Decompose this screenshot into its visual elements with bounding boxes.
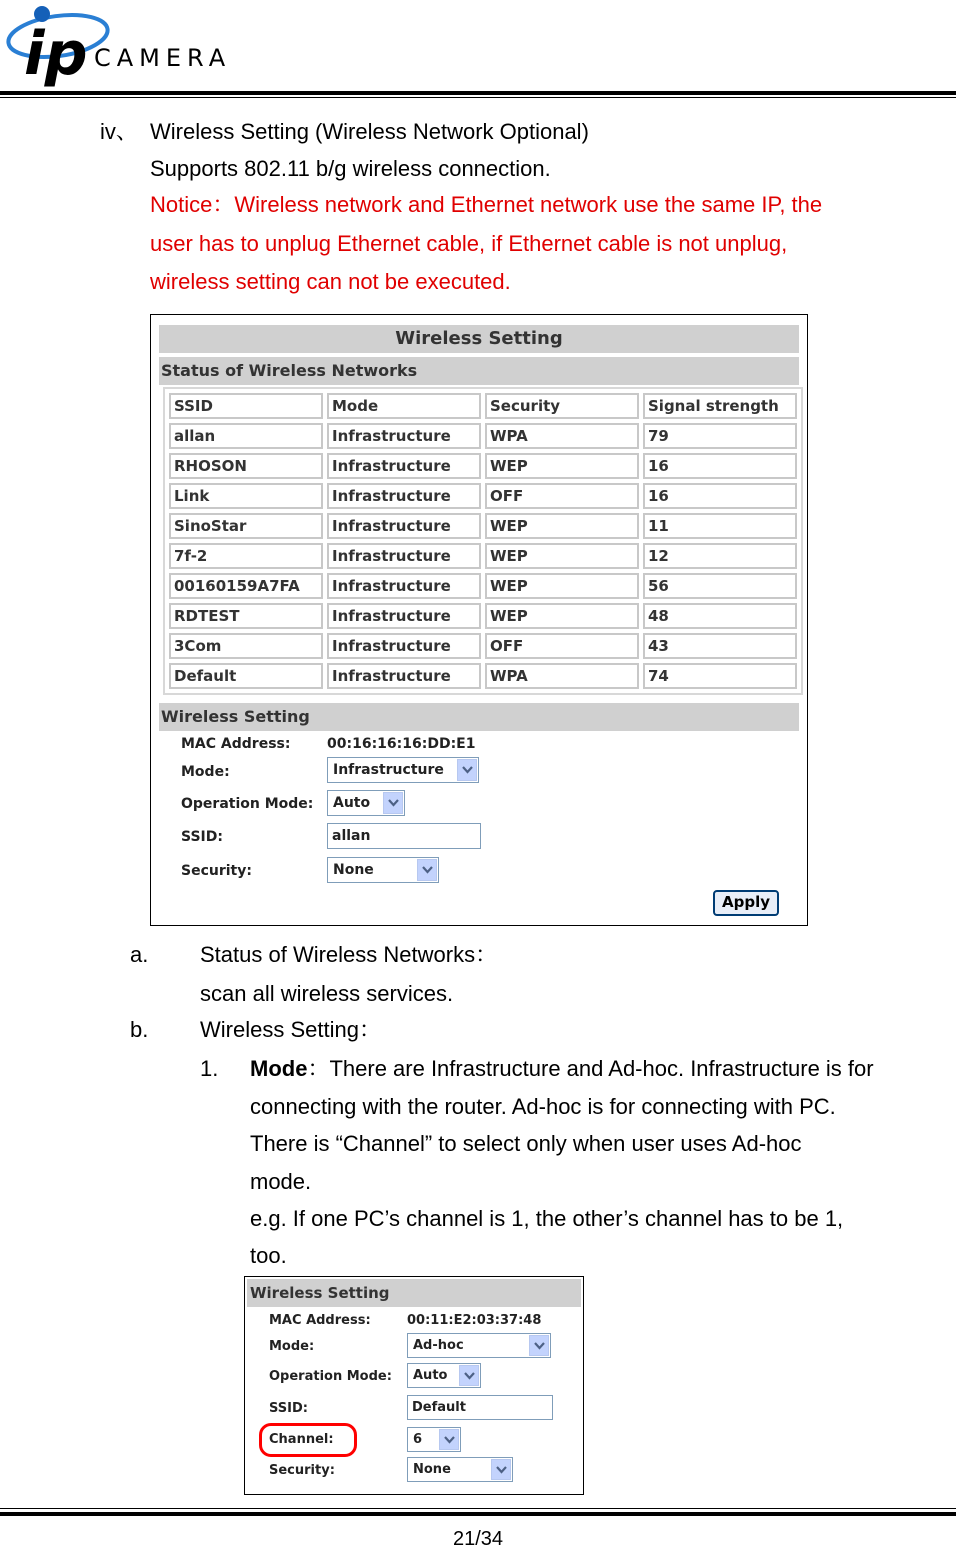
cell-security: WEP [485, 603, 639, 629]
section-title: Wireless Setting (Wireless Network Optional) [150, 119, 589, 144]
cell-ssid: 7f-2 [169, 543, 323, 569]
security-select-value: None [333, 862, 374, 878]
item-1-marker: 1. [200, 1056, 219, 1081]
adhoc-wireless-setting-header: Wireless Setting [247, 1279, 581, 1307]
adhoc-mac-address-label: MAC Address: [269, 1313, 371, 1328]
item-1-term: Mode [250, 1056, 308, 1081]
screenshot-title-bar: Wireless Setting [159, 325, 799, 353]
list-marker-a: a. [130, 942, 149, 967]
list-b-title: Wireless Setting： [200, 1017, 381, 1042]
mode-select-value: Infrastructure [333, 762, 444, 778]
wireless-setting-screenshot [150, 314, 808, 926]
chevron-down-icon [457, 759, 477, 781]
table-row[interactable] [169, 573, 797, 599]
cell-mode: Infrastructure [327, 603, 481, 629]
table-header-row [169, 393, 797, 419]
cell-security: WPA [485, 663, 639, 689]
logo-camera-text: CAMERA [94, 44, 232, 72]
operation-mode-select-value: Auto [333, 795, 371, 811]
wireless-networks-table [163, 387, 803, 695]
mode-label: Mode: [181, 764, 230, 780]
cell-ssid: allan [169, 423, 323, 449]
cell-security: WEP [485, 573, 639, 599]
adhoc-channel-label: Channel: [269, 1432, 334, 1447]
cell-security: WEP [485, 513, 639, 539]
apply-button[interactable]: Apply [713, 890, 779, 916]
cell-ssid: 3Com [169, 633, 323, 659]
footer-rule-thin [0, 1508, 956, 1509]
item-1-line-2: connecting with the router. Ad-hoc is for connecting with PC. [250, 1094, 836, 1119]
adhoc-operation-mode-select-value: Auto [413, 1368, 448, 1383]
column-header-signal: Signal strength [643, 393, 797, 419]
security-label: Security: [181, 863, 252, 879]
cell-mode: Infrastructure [327, 513, 481, 539]
header-rule-thin [0, 97, 956, 98]
list-marker-b: b. [130, 1017, 149, 1042]
adhoc-ssid-input[interactable]: Default [407, 1395, 553, 1420]
cell-signal: 16 [643, 483, 797, 509]
table-row[interactable] [169, 483, 797, 509]
operation-mode-label: Operation Mode: [181, 796, 314, 812]
ssid-label: SSID: [181, 829, 223, 845]
cell-mode: Infrastructure [327, 633, 481, 659]
mode-select[interactable] [327, 757, 479, 783]
cell-security: WEP [485, 453, 639, 479]
mac-address-value: 00:16:16:16:DD:E1 [327, 736, 476, 752]
notice-line-3: wireless setting can not be executed. [150, 269, 511, 294]
cell-signal: 74 [643, 663, 797, 689]
item-1-line-3: There is “Channel” to select only when user uses Ad-hoc [250, 1131, 802, 1156]
cell-signal: 12 [643, 543, 797, 569]
list-a-description: scan all wireless services. [200, 981, 454, 1006]
column-header-mode: Mode [327, 393, 481, 419]
cell-ssid: 00160159A7FA [169, 573, 323, 599]
cell-ssid: Default [169, 663, 323, 689]
adhoc-operation-mode-label: Operation Mode: [269, 1369, 392, 1384]
adhoc-channel-select[interactable] [407, 1427, 461, 1452]
table-row[interactable] [169, 423, 797, 449]
cell-mode: Infrastructure [327, 423, 481, 449]
chevron-down-icon [439, 1429, 459, 1450]
cell-ssid: SinoStar [169, 513, 323, 539]
section-marker: iv、 [100, 119, 138, 144]
security-select[interactable] [327, 857, 439, 883]
chevron-down-icon [529, 1335, 549, 1356]
cell-security: WPA [485, 423, 639, 449]
table-row[interactable] [169, 603, 797, 629]
adhoc-security-label: Security: [269, 1463, 335, 1478]
adhoc-mode-select-value: Ad-hoc [413, 1338, 464, 1353]
cell-signal: 16 [643, 453, 797, 479]
column-header-security: Security [485, 393, 639, 419]
ip-camera-logo [6, 2, 276, 90]
cell-signal: 56 [643, 573, 797, 599]
column-header-ssid: SSID [169, 393, 323, 419]
ssid-input[interactable]: allan [327, 823, 481, 849]
adhoc-mode-label: Mode: [269, 1339, 315, 1354]
cell-signal: 79 [643, 423, 797, 449]
cell-security: OFF [485, 483, 639, 509]
adhoc-channel-select-value: 6 [413, 1432, 423, 1447]
wireless-setting-header: Wireless Setting [159, 703, 799, 731]
notice-line-2: user has to unplug Ethernet cable, if Ethernet cable is not unplug, [150, 231, 788, 256]
header-rule-thick [0, 91, 956, 95]
item-1-line-1: ：There are Infrastructure and Ad-hoc. Infrastructure is for [307, 1056, 874, 1081]
table-row[interactable] [169, 543, 797, 569]
adhoc-setting-screenshot [244, 1276, 584, 1495]
cell-mode: Infrastructure [327, 543, 481, 569]
cell-signal: 11 [643, 513, 797, 539]
table-row[interactable] [169, 633, 797, 659]
table-row[interactable] [169, 513, 797, 539]
chevron-down-icon [383, 792, 403, 814]
adhoc-security-select[interactable] [407, 1457, 513, 1482]
cell-security: OFF [485, 633, 639, 659]
cell-ssid: RHOSON [169, 453, 323, 479]
adhoc-mode-select[interactable] [407, 1333, 551, 1358]
item-1-line-6: too. [250, 1243, 287, 1268]
item-1-first-line [250, 1051, 874, 1087]
chevron-down-icon [491, 1459, 511, 1480]
cell-signal: 48 [643, 603, 797, 629]
cell-signal: 43 [643, 633, 797, 659]
cell-ssid: RDTEST [169, 603, 323, 629]
cell-mode: Infrastructure [327, 573, 481, 599]
support-text: Supports 802.11 b/g wireless connection. [150, 156, 551, 181]
cell-ssid: Link [169, 483, 323, 509]
table-row[interactable] [169, 663, 797, 689]
operation-mode-select[interactable] [327, 790, 405, 816]
cell-mode: Infrastructure [327, 453, 481, 479]
list-a-title: Status of Wireless Networks： [200, 942, 498, 967]
adhoc-mac-address-value: 00:11:E2:03:37:48 [407, 1313, 542, 1328]
chevron-down-icon [459, 1365, 479, 1386]
footer-rule-thick [0, 1512, 956, 1516]
adhoc-security-select-value: None [413, 1462, 451, 1477]
adhoc-ssid-label: SSID: [269, 1401, 308, 1416]
cell-security: WEP [485, 543, 639, 569]
item-1-line-5: e.g. If one PC’s channel is 1, the other’s channel has to be 1, [250, 1206, 844, 1231]
cell-mode: Infrastructure [327, 663, 481, 689]
cell-mode: Infrastructure [327, 483, 481, 509]
chevron-down-icon [417, 859, 437, 881]
adhoc-operation-mode-select[interactable] [407, 1363, 481, 1388]
item-1-line-4: mode. [250, 1169, 312, 1194]
page-number: 21/34 [452, 1528, 504, 1550]
logo-ip-text: ip [24, 19, 88, 89]
mac-address-label: MAC Address: [181, 736, 291, 752]
notice-line-1: Notice：Wireless network and Ethernet network use the same IP, the [150, 192, 823, 217]
table-row[interactable] [169, 453, 797, 479]
status-networks-header: Status of Wireless Networks [159, 357, 799, 385]
